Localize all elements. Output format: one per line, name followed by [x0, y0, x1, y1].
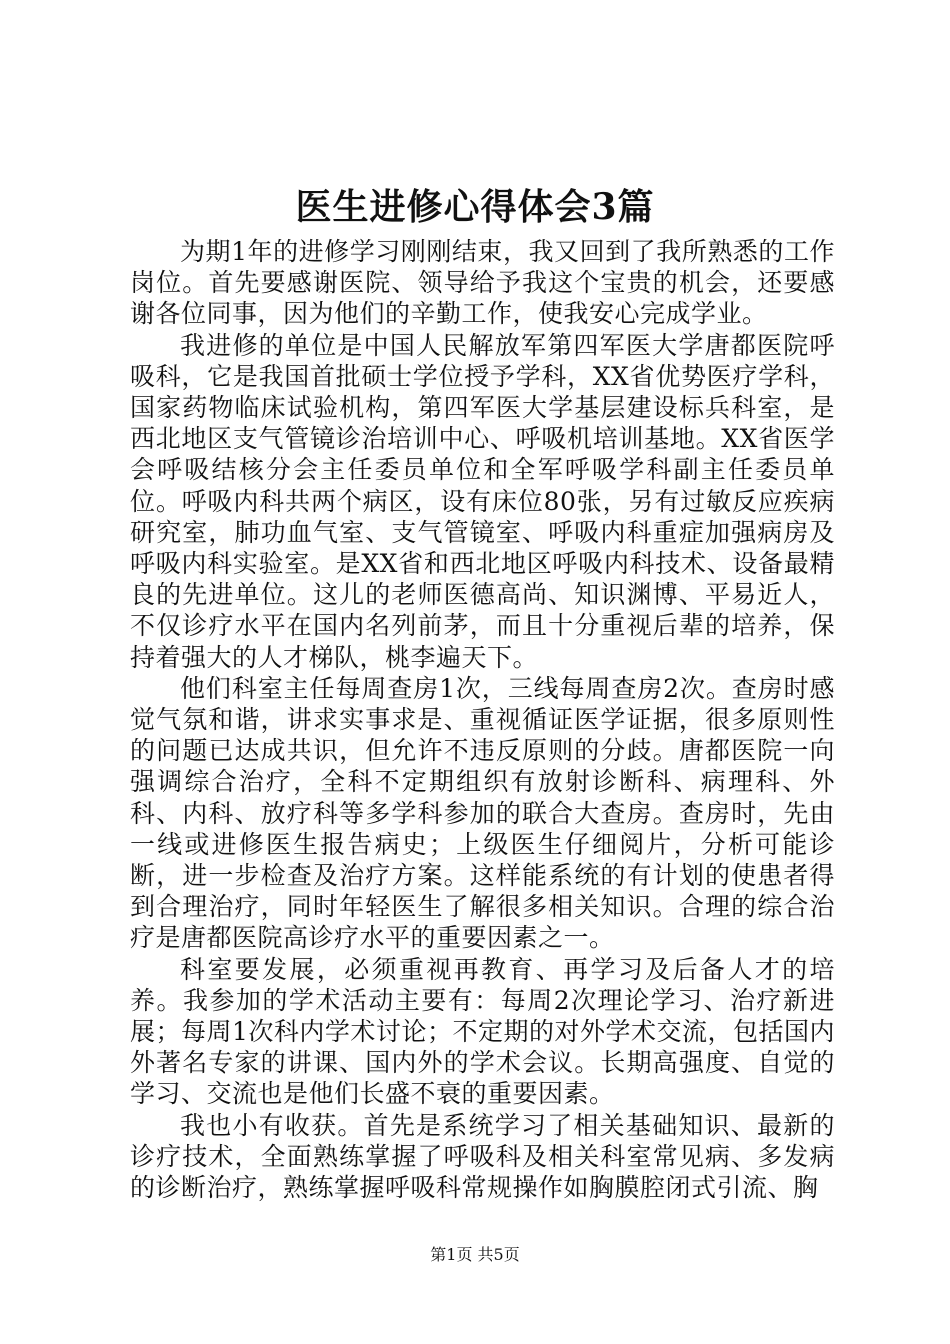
- paragraph-4: 科室要发展，必须重视再教育、再学习及后备人才的培养。我参加的学术活动主要有：每周2次理论学习、治疗新进展；每周1次科内学术讨论；不定期的对外学术交流，包括国内外著名专家的讲课、国内外的学术会议。长期高强度、自觉的学习、交流也是他们长盛不衰的重要因素。: [130, 954, 835, 1109]
- paragraph-3: 他们科室主任每周查房1次，三线每周查房2次。查房时感觉气氛和谐，讲求实事求是、重视循证医学证据，很多原则性的问题已达成共识，但允许不违反原则的分歧。唐都医院一向强调综合治疗，全科不定期组织有放射诊断科、病理科、外科、内科、放疗科等多学科参加的联合大查房。查房时，先由一线或进修医生报告病史；上级医生仔细阅片，分析可能诊断，进一步检查及治疗方案。这样能系统的有计划的使患者得到合理治疗，同时年轻医生了解很多相关知识。合理的综合治疗是唐都医院高诊疗水平的重要因素之一。: [130, 673, 835, 953]
- paragraph-2: 我进修的单位是中国人民解放军第四军医大学唐都医院呼吸科，它是我国首批硕士学位授予学科，XX省优势医疗学科，国家药物临床试验机构，第四军医大学基层建设标兵科室，是西北地区支气管镜诊治培训中心、呼吸机培训基地。XX省医学会呼吸结核分会主任委员单位和全军呼吸学科副主任委员单位。呼吸内科共两个病区，设有床位80张，另有过敏反应疾病研究室，肺功血气室、支气管镜室、呼吸内科重症加强病房及呼吸内科实验室。是XX省和西北地区呼吸内科技术、设备最精良的先进单位。这儿的老师医德高尚、知识渊博、平易近人，不仅诊疗水平在国内名列前茅，而且十分重视后辈的培养，保持着强大的人才梯队，桃李遍天下。: [130, 330, 835, 672]
- document-title: 医生进修心得体会3篇: [295, 186, 655, 228]
- page-number-footer: 第1页 共5页: [430, 1245, 520, 1264]
- paragraph-5: 我也小有收获。首先是系统学习了相关基础知识、最新的诊疗技术，全面熟练掌握了呼吸科及相关科室常见病、多发病的诊断治疗，熟练掌握呼吸科常规操作如胸膜腔闭式引流、胸: [130, 1110, 835, 1203]
- document-body: [130, 236, 835, 1203]
- paragraph-1: 为期1年的进修学习刚刚结束，我又回到了我所熟悉的工作岗位。首先要感谢医院、领导给予我这个宝贵的机会，还要感谢各位同事，因为他们的辛勤工作，使我安心完成学业。: [130, 237, 835, 329]
